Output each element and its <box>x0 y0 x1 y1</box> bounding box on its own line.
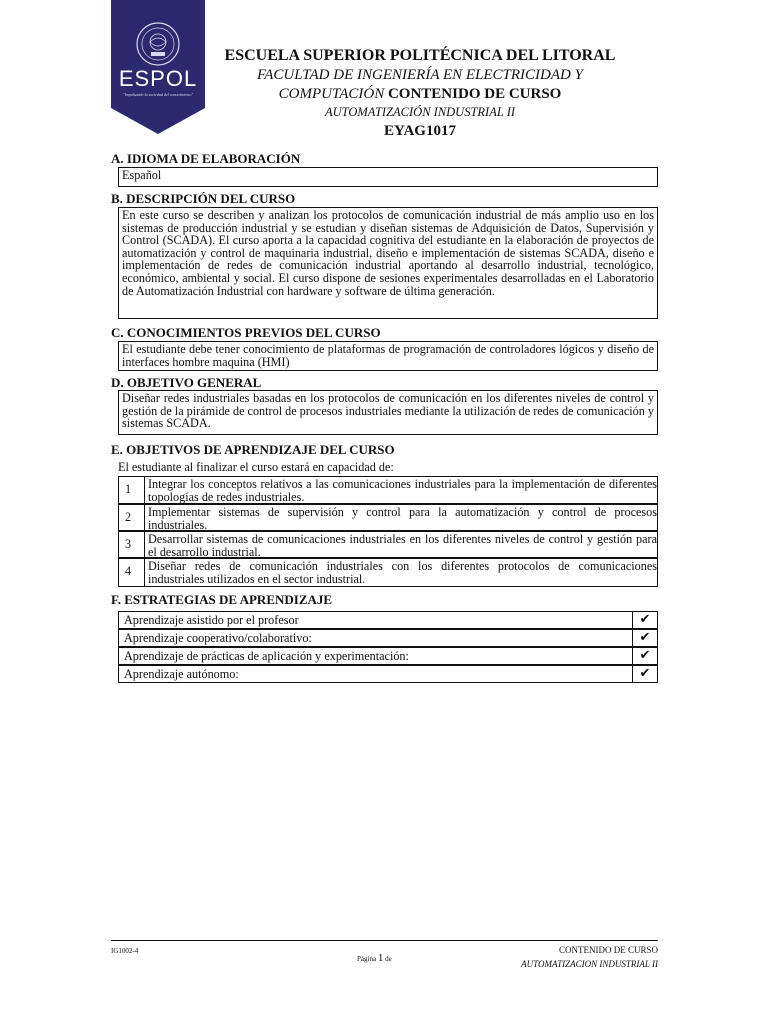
check-icon: ✔ <box>632 666 657 682</box>
objective-row <box>118 476 658 504</box>
footer-form-code: IG1002-4 <box>111 947 139 955</box>
institution-name: ESCUELA SUPERIOR POLITÉCNICA DEL LITORAL <box>224 47 616 64</box>
course-code: EYAG1017 <box>384 123 456 139</box>
faculty-line-2 <box>210 85 630 104</box>
objective-row <box>118 558 658 587</box>
language-value: Español <box>122 168 162 182</box>
strategy-row <box>118 647 658 665</box>
general-objective-value: Diseñar redes industriales basadas en los protocolos de comunicación en los diferentes niveles de control y gestión de la pirámide de control de procesos industriales mediante la utilización de redes de comunicación y sistemas SCADA. <box>122 391 655 431</box>
objective-row <box>118 504 658 531</box>
section-a-title: A. IDIOMA DE ELABORACIÓN <box>111 151 301 166</box>
logo-text: ESPOL <box>118 66 198 91</box>
check-icon: ✔ <box>632 612 657 628</box>
objective-text: Diseñar redes de comunicación industriales con los diferentes protocolos de comunicaciones industriales utilizados en el sector industrial. <box>148 559 657 586</box>
prerequisites-value: El estudiante debe tener conocimiento de plataformas de programación de controladores lógicos y diseño de interfaces hombre maquina (HMI) <box>122 342 654 369</box>
footer-page-indicator <box>357 952 392 964</box>
page-of: de <box>385 955 392 963</box>
check-icon: ✔ <box>632 630 657 646</box>
objective-row <box>118 531 658 558</box>
course-name: AUTOMATIZACIÓN INDUSTRIAL II <box>324 105 516 119</box>
faculty-line-2-italic: COMPUTACIÓN <box>278 86 385 102</box>
check-icon: ✔ <box>632 648 657 664</box>
strategy-row <box>118 629 658 647</box>
strategy-label: Aprendizaje cooperativo/colaborativo: <box>124 631 312 645</box>
page-number: 1 <box>377 952 384 964</box>
objective-number: 2 <box>119 505 145 530</box>
description-value: En este curso se describen y analizan los protocolos de comunicación industrial de más amplio uso en los sistemas de producción industrial y se estudian y diseñan sistemas de Adquisición de Datos, Supervisión y Control (SCADA). El curso aporta a la capacidad cognitiva del estudiante en la elaboración de proyectos de automatización y control de maquinaria industrial, diseño e implementación de sistemas SCADA, diseño e implementación de redes de comunicación industrial aportando al desarrollo industrial, tecnológico, económico, ambiental y social. El curso dispone de sesiones experimentales desarrolladas en el Laboratorio de Automatización Industrial con hardware y software de última generación. <box>122 208 654 298</box>
footer-divider <box>111 940 658 941</box>
section-b-box <box>118 207 658 319</box>
faculty-line-1: FACULTAD DE INGENIERÍA EN ELECTRICIDAD Y <box>257 67 583 83</box>
strategy-label: Aprendizaje asistido por el profesor <box>124 613 299 627</box>
strategy-row <box>118 611 658 629</box>
objective-number: 1 <box>119 477 145 503</box>
objective-number: 3 <box>119 532 145 557</box>
document-header <box>210 46 630 142</box>
section-d-title: D. OBJETIVO GENERAL <box>111 375 262 390</box>
document-type: CONTENIDO DE CURSO <box>387 86 562 102</box>
objectives-intro: El estudiante al finalizar el curso estará en capacidad de: <box>118 460 394 474</box>
section-d-box <box>118 390 658 435</box>
logo-motto: "Impulsando la sociedad del conocimiento" <box>122 92 193 97</box>
objective-number: 4 <box>119 559 145 586</box>
section-b-title: B. DESCRIPCIÓN DEL CURSO <box>111 191 296 206</box>
section-a-box <box>118 167 658 187</box>
espol-logo <box>111 0 205 134</box>
section-f-title: F. ESTRATEGIAS DE APRENDIZAJE <box>111 592 333 607</box>
strategy-label: Aprendizaje autónomo: <box>124 667 239 681</box>
strategy-row <box>118 665 658 683</box>
objective-text: Implementar sistemas de supervisión y control para la automatización y control de procesos industriales. <box>148 505 657 532</box>
section-c-title: C. CONOCIMIENTOS PREVIOS DEL CURSO <box>111 325 381 340</box>
footer-doc-type: CONTENIDO DE CURSO <box>559 945 658 955</box>
objective-text: Integrar los conceptos relativos a las comunicaciones industriales para la implementación de diferentes topologías de redes industriales. <box>148 477 657 504</box>
footer-course-name: AUTOMATIZACION INDUSTRIAL II <box>521 959 658 969</box>
section-e-title: E. OBJETIVOS DE APRENDIZAJE DEL CURSO <box>111 442 395 457</box>
objective-text: Desarrollar sistemas de comunicaciones industriales en los diferentes niveles de control y gestión para el desarrollo industrial. <box>148 532 657 559</box>
strategy-label: Aprendizaje de prácticas de aplicación y experimentación: <box>124 649 409 663</box>
section-c-box <box>118 341 658 371</box>
page-label: Página <box>357 955 377 963</box>
